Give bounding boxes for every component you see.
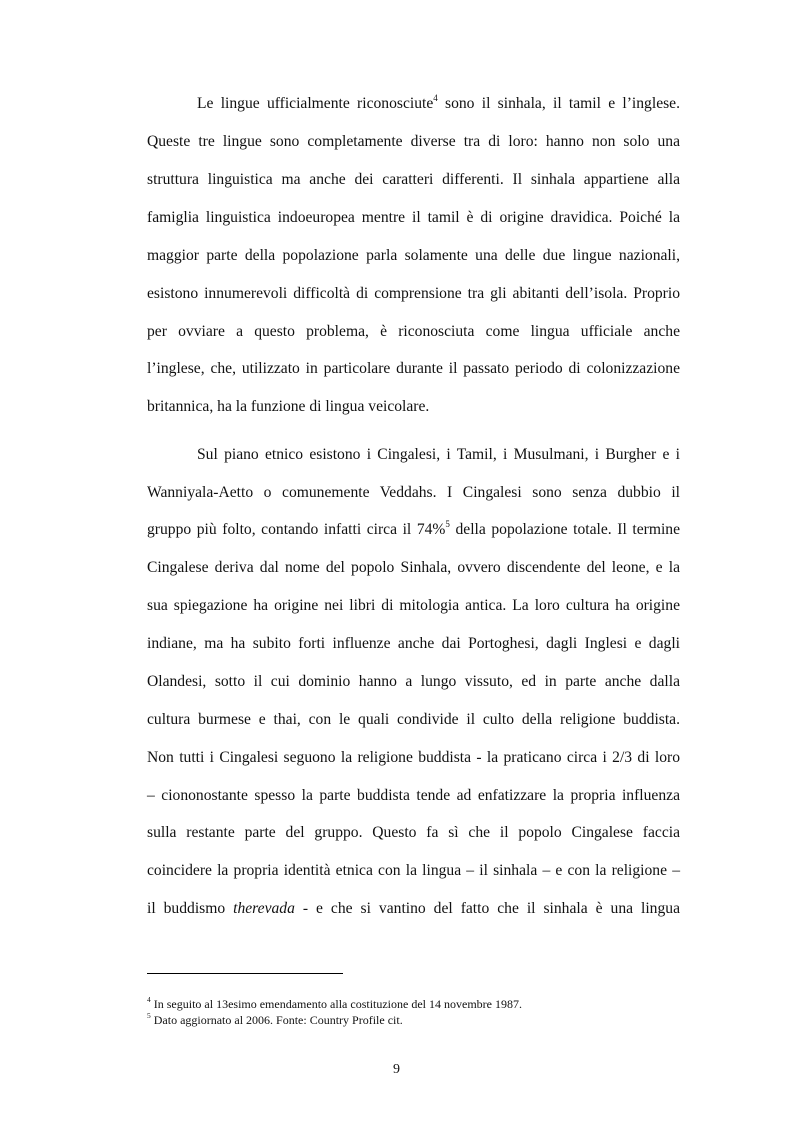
text-run: - e che si vantino del fatto che il sinhala è una lingua [294,900,680,917]
footnote-number: 4 [147,995,151,1004]
footnote-4 [147,997,522,1011]
paragraph-2-line-2: Wanniyala-Aetto o comunemente Veddahs. I Cingalesi sono senza dubbio il [147,484,680,501]
paragraph-2-line-7: Olandesi, sotto il cui dominio hanno a lungo vissuto, ed in parte anche dalla [147,673,680,690]
footnote-text: Dato aggiornato al 2006. Fonte: Country Profile cit. [150,1013,403,1027]
footnote-number: 5 [147,1011,151,1020]
footnote-separator [147,973,343,974]
paragraph-2-line-1: Sul piano etnico esistono i Cingalesi, i Tamil, i Musulmani, i Burgher e i [197,446,680,463]
paragraph-2-line-4: Cingalese deriva dal nome del popolo Sinhala, ovvero discendente del leone, e la [147,559,680,576]
italic-term: therevada [233,900,295,917]
text-run: Le lingue ufficialmente riconosciute [197,95,434,112]
paragraph-1-line-9: britannica, ha la funzione di lingua veicolare. [147,398,430,415]
paragraph-2-line-5: sua spiegazione ha origine nei libri di mitologia antica. La loro cultura ha origine [147,597,680,614]
paragraph-1-line-8: l’inglese, che, utilizzato in particolare durante il passato periodo di colonizzazione [147,360,680,377]
paragraph-2-line-10: – ciononostante spesso la parte buddista tende ad enfatizzare la propria influenza [147,787,680,804]
footnote-text: In seguito al 13esimo emendamento alla costituzione del 14 novembre 1987. [150,997,522,1011]
paragraph-2-line-8: cultura burmese e thai, con le quali condivide il culto della religione buddista. [147,711,680,728]
paragraph-1-line-3: struttura linguistica ma anche dei caratteri differenti. Il sinhala appartiene alla [147,171,680,188]
text-run: il buddismo [147,900,234,917]
text-run: gruppo più folto, contando infatti circa il 74% [147,521,446,538]
paragraph-1-line-5: maggior parte della popolazione parla solamente una delle due lingue nazionali, [147,247,680,264]
paragraph-1-line-4: famiglia linguistica indoeuropea mentre il tamil è di origine dravidica. Poiché la [147,209,680,226]
page-number: 9 [393,1062,400,1077]
paragraph-1-line-2: Queste tre lingue sono completamente diverse tra di loro: hanno non solo una [147,133,680,150]
paragraph-2-line-11: sulla restante parte del gruppo. Questo fa sì che il popolo Cingalese faccia [147,824,680,841]
paragraph-1-line-1 [197,94,680,114]
paragraph-2-line-12: coincidere la propria identità etnica con la lingua – il sinhala – e con la religione – [147,862,680,879]
paragraph-1-line-7: per ovviare a questo problema, è riconosciuta come lingua ufficiale anche [147,323,680,340]
paragraph-1-line-6: esistono innumerevoli difficoltà di comprensione tra gli abitanti dell’isola. Proprio [147,285,680,302]
text-run: della popolazione totale. Il termine [449,521,680,538]
footnote-5 [147,1013,403,1027]
footnote-ref-4[interactable]: 4 [433,92,438,103]
text-run: sono il sinhala, il tamil e l’inglese. [437,95,681,112]
paragraph-2-line-6: indiane, ma ha subito forti influenze anche dai Portoghesi, dagli Inglesi e dagli [147,635,680,652]
footnote-ref-5[interactable]: 5 [445,518,450,529]
paragraph-2-line-3 [147,520,680,540]
paragraph-2-line-13 [147,899,680,919]
paragraph-2-line-9: Non tutti i Cingalesi seguono la religione buddista - la praticano circa i 2/3 di loro [147,749,680,766]
